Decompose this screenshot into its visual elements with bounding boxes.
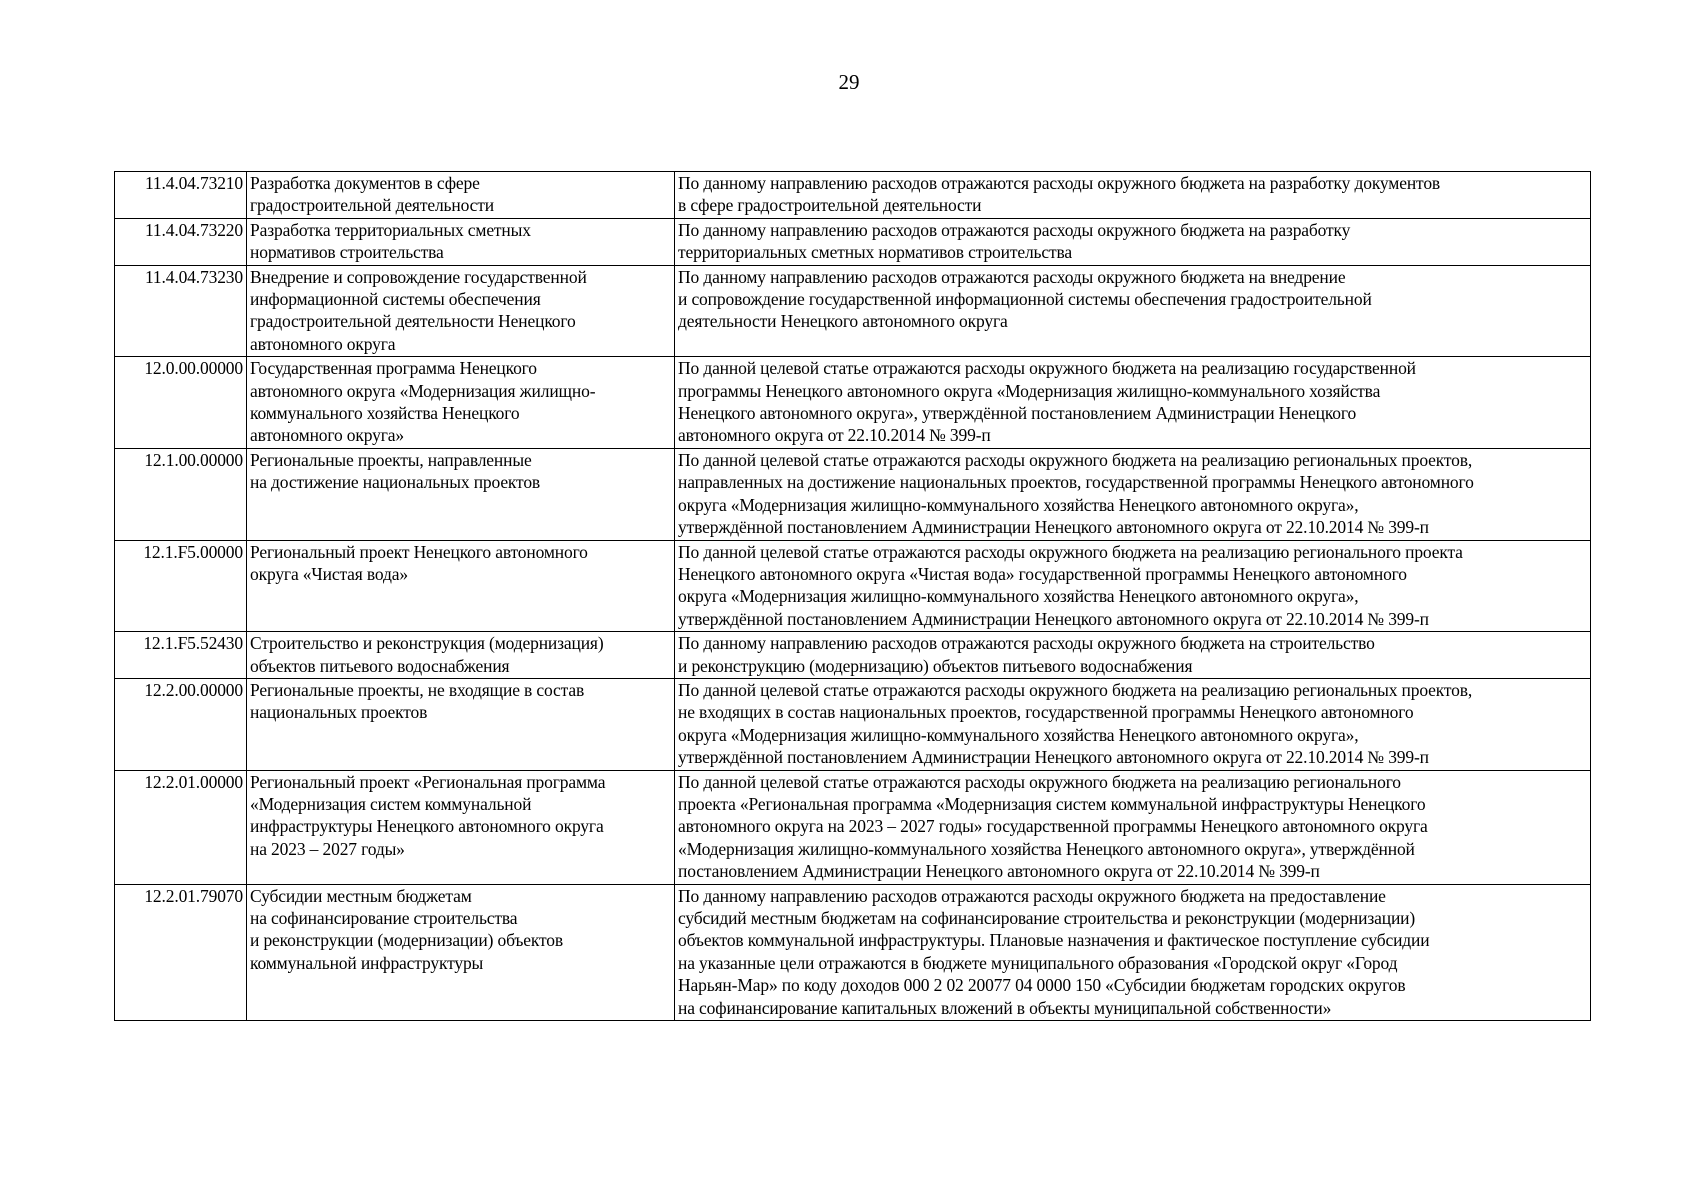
name-line: Региональные проекты, не входящие в состав [250,679,585,700]
description-line: По данной целевой статье отражаются расходы окружного бюджета на реализацию регионального [678,771,1401,792]
description-line: постановлением Администрации Ненецкого автономного округа от 22.10.2014 № 399-п [678,861,1320,882]
description-cell [675,357,1591,449]
description-line: округа «Модернизация жилищно-коммунального хозяйства Ненецкого автономного округа», [678,724,1359,745]
code-cell: 12.2.00.00000 [115,678,247,770]
description-line: По данному направлению расходов отражаются расходы окружного бюджета на разработку документов [678,173,1441,193]
name-line: коммунального хозяйства Ненецкого [250,403,520,424]
description-line: и реконструкцию (модернизацию) объектов питьевого водоснабжения [678,655,1193,676]
name-line: национальных проектов [250,702,428,723]
name-line: объектов питьевого водоснабжения [250,655,510,676]
name-cell [247,218,675,265]
code-cell: 12.1.F5.00000 [115,540,247,632]
description-line: округа «Модернизация жилищно-коммунального хозяйства Ненецкого автономного округа», [678,586,1359,607]
description-line: Ненецкого автономного округа «Чистая вода» государственной программы Ненецкого автономного [678,563,1407,584]
name-line: Внедрение и сопровождение государственной [250,266,587,287]
name-line: на софинансирование строительства [250,908,518,928]
code-cell: 12.2.01.79070 [115,884,247,1020]
table-row [115,632,1591,679]
name-line: Субсидии местным бюджетам [250,885,472,906]
name-line: автономного округа «Модернизация жилищно- [250,380,596,401]
description-line: По данному направлению расходов отражаются расходы окружного бюджета на строительство [678,633,1375,654]
name-cell [247,357,675,449]
description-line: и сопровождение государственной информационной системы обеспечения градостроительной [678,289,1372,310]
description-line: По данному направлению расходов отражаются расходы окружного бюджета на внедрение [678,266,1346,287]
description-cell [675,172,1591,219]
description-line: округа «Модернизация жилищно-коммунального хозяйства Ненецкого автономного округа», [678,494,1359,515]
name-line: градостроительной деятельности [250,195,494,216]
description-line: утверждённой постановлением Администрации Ненецкого автономного округа от 22.10.2014 № 399-п [678,747,1429,768]
name-line: градостроительной деятельности Ненецкого [250,311,576,332]
name-line: коммунальной инфраструктуры [250,952,484,973]
name-line: информационной системы обеспечения [250,289,541,310]
name-line: и реконструкции (модернизации) объектов [250,930,564,951]
description-line: автономного округа на 2023 – 2027 годы» государственной программы Ненецкого автономного округа [678,816,1428,837]
description-line: «Модернизация жилищно-коммунального хозяйства Ненецкого автономного округа», утверждённой [678,838,1415,859]
description-line: утверждённой постановлением Администрации Ненецкого автономного округа от 22.10.2014 № 399-п [678,517,1429,538]
description-line: По данной целевой статье отражаются расходы окружного бюджета на реализацию региональных проектов, [678,449,1473,470]
table-row [115,357,1591,449]
description-line: программы Ненецкого автономного округа «Модернизация жилищно-коммунального хозяйства [678,380,1381,401]
name-line: автономного округа» [250,425,404,446]
description-line: не входящих в состав национальных проектов, государственной программы Ненецкого автономного [678,702,1414,723]
name-line: Региональные проекты, направленные [250,449,532,470]
name-line: нормативов строительства [250,242,444,263]
description-cell [675,884,1591,1020]
name-line: на 2023 – 2027 годы» [250,838,405,859]
name-line: Государственная программа Ненецкого [250,358,537,379]
description-line: По данной целевой статье отражаются расходы окружного бюджета на реализацию регионального проекта [678,541,1463,562]
description-line: в сфере градостроительной деятельности [678,195,982,216]
description-line: утверждённой постановлением Администрации Ненецкого автономного округа от 22.10.2014 № 399-п [678,608,1429,629]
description-line: По данному направлению расходов отражаются расходы окружного бюджета на предоставление [678,885,1386,906]
description-cell [675,678,1591,770]
code-cell: 11.4.04.73220 [115,218,247,265]
name-line: Региональный проект «Региональная программа [250,771,606,792]
code-cell: 11.4.04.73210 [115,172,247,219]
target-articles-table [114,171,1591,1021]
description-line: По данной целевой статье отражаются расходы окружного бюджета на реализацию государственной [678,358,1416,379]
table-row [115,884,1591,1020]
description-cell [675,448,1591,540]
name-cell [247,540,675,632]
name-line: инфраструктуры Ненецкого автономного округа [250,816,604,837]
name-cell [247,172,675,219]
table-row [115,448,1591,540]
description-line: Нарьян-Мар» по коду доходов 000 2 02 20077 04 0000 150 «Субсидии бюджетам городских округов [678,975,1406,996]
description-line: объектов коммунальной инфраструктуры. Плановые назначения и фактическое поступление субсидии [678,930,1430,951]
code-cell: 12.0.00.00000 [115,357,247,449]
code-cell: 12.1.00.00000 [115,448,247,540]
table-row [115,172,1591,219]
code-cell: 12.1.F5.52430 [115,632,247,679]
description-line: направленных на достижение национальных проектов, государственной программы Ненецкого автономного [678,472,1474,493]
table-row [115,218,1591,265]
description-line: автономного округа от 22.10.2014 № 399-п [678,425,991,446]
description-line: проекта «Региональная программа «Модернизация систем коммунальной инфраструктуры Ненецкого [678,793,1426,814]
name-line: Строительство и реконструкция (модернизация) [250,633,604,654]
name-cell [247,678,675,770]
description-line: на указанные цели отражаются в бюджете муниципального образования «Городской округ «Город [678,952,1398,973]
description-line: По данному направлению расходов отражаются расходы окружного бюджета на разработку [678,219,1351,240]
description-line: деятельности Ненецкого автономного округа [678,311,1008,332]
page-number: 29 [838,70,860,94]
description-cell [675,632,1591,679]
name-line: Разработка документов в сфере [250,173,480,193]
table-row [115,540,1591,632]
table-row [115,678,1591,770]
description-cell [675,770,1591,884]
name-cell [247,448,675,540]
name-cell [247,632,675,679]
name-cell [247,770,675,884]
description-line: территориальных сметных нормативов строительства [678,242,1073,263]
name-cell [247,265,675,357]
description-line: на софинансирование капитальных вложений в объекты муниципальной собственности» [678,997,1332,1018]
code-cell: 12.2.01.00000 [115,770,247,884]
name-line: округа «Чистая вода» [250,563,408,584]
name-line: на достижение национальных проектов [250,472,541,493]
code-cell: 11.4.04.73230 [115,265,247,357]
description-cell [675,218,1591,265]
name-line: Разработка территориальных сметных [250,219,531,240]
description-cell [675,540,1591,632]
description-line: По данной целевой статье отражаются расходы окружного бюджета на реализацию региональных проектов, [678,679,1473,700]
name-line: автономного округа [250,333,396,354]
name-line: «Модернизация систем коммунальной [250,793,532,814]
table-body [115,172,1591,1021]
description-cell [675,265,1591,357]
table-row [115,770,1591,884]
name-line: Региональный проект Ненецкого автономного [250,541,588,562]
table-row [115,265,1591,357]
description-line: Ненецкого автономного округа», утверждённой постановлением Администрации Ненецкого [678,403,1357,424]
name-cell [247,884,675,1020]
description-line: субсидий местным бюджетам на софинансирование строительства и реконструкции (модернизации) [678,908,1416,928]
